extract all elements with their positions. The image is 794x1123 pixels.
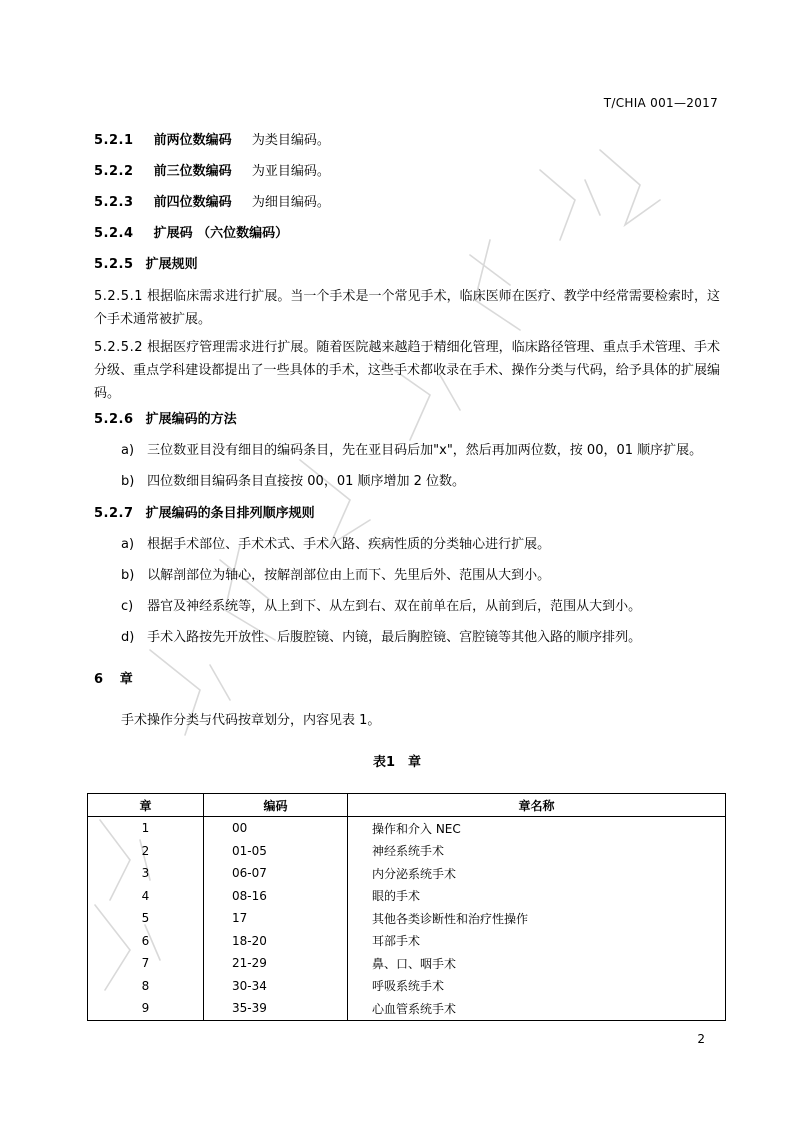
cell-code: 08-16 bbox=[204, 885, 348, 908]
table-row bbox=[88, 930, 726, 953]
section-number: 5.2.6 bbox=[94, 412, 134, 427]
table-row bbox=[88, 885, 726, 908]
section-number: 5.2.3 bbox=[94, 195, 134, 210]
list-item bbox=[121, 627, 641, 648]
column-header-chapter-name: 章名称 bbox=[348, 794, 726, 817]
section-intro: 手术操作分类与代码按章划分，内容见表 1。 bbox=[121, 713, 381, 728]
cell-chapter: 9 bbox=[88, 997, 204, 1020]
table-row bbox=[88, 862, 726, 885]
cell-chapter-name: 操作和介入 NEC bbox=[348, 817, 726, 840]
section-5-2-4 bbox=[94, 223, 288, 244]
section-title: 前四位数编码 bbox=[153, 195, 232, 210]
section-title: 扩展规则 bbox=[145, 257, 198, 272]
cell-chapter: 1 bbox=[88, 817, 204, 840]
section-6 bbox=[94, 669, 133, 690]
section-number: 5.2.7 bbox=[94, 506, 134, 521]
section-title: 扩展编码的条目排列顺序规则 bbox=[145, 506, 315, 521]
table-header-row bbox=[88, 794, 726, 817]
section-number: 5.2.4 bbox=[94, 226, 134, 241]
list-item bbox=[121, 565, 550, 586]
cell-chapter: 4 bbox=[88, 885, 204, 908]
section-title: 章 bbox=[119, 672, 133, 687]
section-5-2-5-2 bbox=[94, 336, 720, 405]
table-row bbox=[88, 817, 726, 840]
table-row bbox=[88, 840, 726, 863]
section-5-2-5-1 bbox=[94, 285, 720, 331]
section-number: 5.2.1 bbox=[94, 133, 134, 148]
cell-code: 17 bbox=[204, 907, 348, 930]
cell-code: 00 bbox=[204, 817, 348, 840]
cell-code: 21-29 bbox=[204, 952, 348, 975]
cell-chapter-name: 眼的手术 bbox=[348, 885, 726, 908]
cell-code: 18-20 bbox=[204, 930, 348, 953]
section-number: 5.2.5 bbox=[94, 257, 134, 272]
cell-chapter-name: 其他各类诊断性和治疗性操作 bbox=[348, 907, 726, 930]
page-number: 2 bbox=[697, 1032, 705, 1046]
cell-chapter: 5 bbox=[88, 907, 204, 930]
table-row bbox=[88, 952, 726, 975]
list-item-label: a) bbox=[121, 443, 135, 458]
column-header-chapter: 章 bbox=[88, 794, 204, 817]
section-title: 扩展编码的方法 bbox=[145, 412, 237, 427]
chapter-table bbox=[87, 793, 726, 1021]
section-text: 为类目编码。 bbox=[251, 133, 330, 148]
table-caption: 表1 章 bbox=[372, 755, 422, 770]
section-5-2-6 bbox=[94, 409, 237, 430]
cell-chapter-name: 鼻、口、咽手术 bbox=[348, 952, 726, 975]
list-item bbox=[121, 471, 465, 492]
cell-chapter: 6 bbox=[88, 930, 204, 953]
cell-chapter: 3 bbox=[88, 862, 204, 885]
cell-code: 06-07 bbox=[204, 862, 348, 885]
section-number: 5.2.5.1 bbox=[94, 289, 143, 304]
section-title: 前两位数编码 bbox=[153, 133, 232, 148]
list-item-label: b) bbox=[121, 474, 135, 489]
section-number: 5.2.2 bbox=[94, 164, 134, 179]
cell-chapter-name: 心血管系统手术 bbox=[348, 997, 726, 1020]
cell-chapter: 7 bbox=[88, 952, 204, 975]
section-text: 为亚目编码。 bbox=[251, 164, 330, 179]
section-text: 根据临床需求进行扩展。当一个手术是一个常见手术，临床医师在医疗、教学中经常需要检索时，这个手术通常被扩展。 bbox=[94, 289, 720, 327]
list-item-label: b) bbox=[121, 568, 135, 583]
section-text: 根据医疗管理需求进行扩展。随着医院越来越趋于精细化管理，临床路径管理、重点手术管理、手术分级、重点学科建设都提出了一些具体的手术，这些手术都收录在手术、操作分类与代码，给予具体的扩展编码。 bbox=[94, 340, 720, 401]
list-item-text: 根据手术部位、手术术式、手术入路、疾病性质的分类轴心进行扩展。 bbox=[147, 537, 551, 552]
column-header-code: 编码 bbox=[204, 794, 348, 817]
list-item bbox=[121, 596, 641, 617]
cell-chapter-name: 耳部手术 bbox=[348, 930, 726, 953]
list-item-text: 器官及神经系统等，从上到下、从左到右、双在前单在后，从前到后，范围从大到小。 bbox=[147, 599, 642, 614]
list-item bbox=[121, 440, 702, 461]
table-row bbox=[88, 975, 726, 998]
cell-chapter: 8 bbox=[88, 975, 204, 998]
section-5-2-3 bbox=[94, 192, 330, 213]
list-item-text: 四位数细目编码条目直接按 00，01 顺序增加 2 位数。 bbox=[147, 474, 466, 489]
list-item-label: a) bbox=[121, 537, 135, 552]
table-row bbox=[88, 907, 726, 930]
list-item-label: d) bbox=[121, 630, 135, 645]
section-number: 6 bbox=[94, 672, 104, 687]
cell-chapter-name: 内分泌系统手术 bbox=[348, 862, 726, 885]
list-item bbox=[121, 534, 550, 555]
section-title: 扩展码 （六位数编码） bbox=[153, 226, 289, 241]
cell-code: 35-39 bbox=[204, 997, 348, 1020]
list-item-text: 手术入路按先开放性、后腹腔镜、内镜，最后胸腔镜、宫腔镜等其他入路的顺序排列。 bbox=[147, 630, 642, 645]
section-number: 5.2.5.2 bbox=[94, 340, 143, 355]
section-5-2-5 bbox=[94, 254, 198, 275]
section-text: 为细目编码。 bbox=[251, 195, 330, 210]
list-item-text: 以解剖部位为轴心，按解剖部位由上而下、先里后外、范围从大到小。 bbox=[147, 568, 551, 583]
cell-code: 30-34 bbox=[204, 975, 348, 998]
document-id-header: T/CHIA 001—2017 bbox=[603, 96, 718, 110]
section-5-2-2 bbox=[94, 161, 330, 182]
section-title: 前三位数编码 bbox=[153, 164, 232, 179]
list-item-label: c) bbox=[121, 599, 134, 614]
section-5-2-1 bbox=[94, 130, 330, 151]
list-item-text: 三位数亚目没有细目的编码条目，先在亚目码后加"x"，然后再加两位数，按 00，01 顺序扩展。 bbox=[147, 443, 703, 458]
section-5-2-7 bbox=[94, 503, 315, 524]
cell-chapter: 2 bbox=[88, 840, 204, 863]
cell-code: 01-05 bbox=[204, 840, 348, 863]
cell-chapter-name: 神经系统手术 bbox=[348, 840, 726, 863]
cell-chapter-name: 呼吸系统手术 bbox=[348, 975, 726, 998]
table-row bbox=[88, 997, 726, 1020]
